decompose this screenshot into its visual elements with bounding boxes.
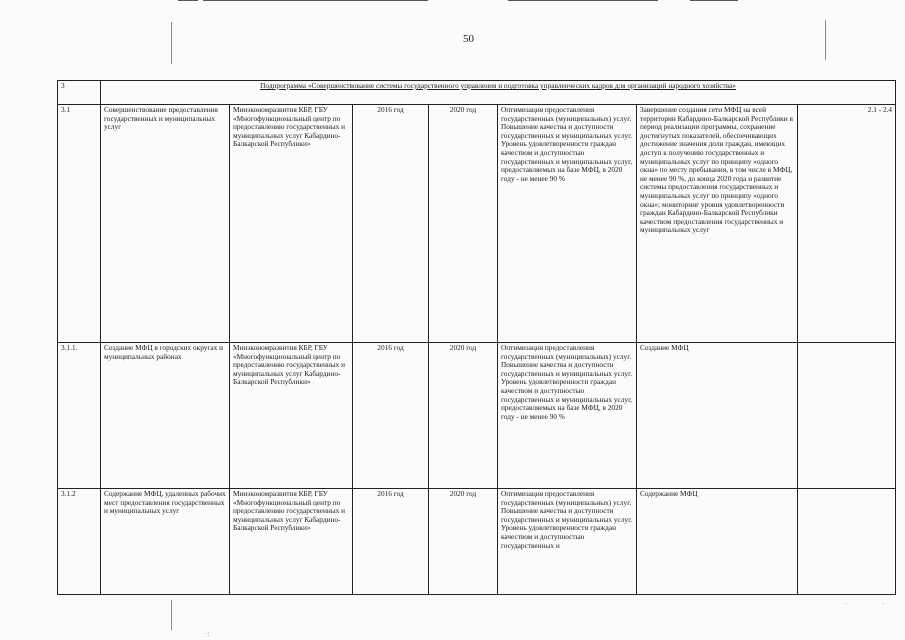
top-rule <box>508 0 658 1</box>
row-indicators <box>798 489 896 595</box>
top-rule <box>690 0 738 1</box>
program-table <box>57 80 896 595</box>
table-row <box>58 343 896 489</box>
page-number: 50 <box>463 33 474 45</box>
scan-mark <box>171 22 172 64</box>
scan-speck: ·: <box>205 630 210 638</box>
section-title-cell <box>101 81 896 105</box>
table-row <box>58 105 896 343</box>
row-number: 3.1 <box>58 105 101 343</box>
row-start-year: 2016 год <box>353 489 429 595</box>
table-row <box>58 489 896 595</box>
section-title: Подпрограмма «Совершенствование системы государственного управления и подготовка управленческих кадров для организаций народного хозяйства» <box>260 81 736 90</box>
section-number: 3 <box>58 81 101 105</box>
row-indicators <box>798 343 896 489</box>
row-end-year: 2020 год <box>429 105 498 343</box>
scan-mark <box>825 20 826 60</box>
row-start-year: 2016 год <box>353 343 429 489</box>
row-executor: Минэкономразвития КБР, ГБУ «Многофункциональный центр по предоставлению государственных и муниципальных услуг Кабардино-Балкарской Республики» <box>230 489 353 595</box>
row-result: Оптимизация предоставления государственных (муниципальных) услуг. Повышение качества и доступности государственных и муниципальных услуг. Уровень удовлетворенности граждан качеством и доступностью государственных и муниципальных услуг, предоставляемых на базе МФЦ, в 2020 году - не менее 90 % <box>498 105 637 343</box>
row-name: Содержание МФЦ, удаленных рабочих мест предоставления государственных и муниципальных услуг <box>101 489 230 595</box>
scan-speck: · <box>882 600 885 608</box>
row-executor: Минэкономразвития КБР, ГБУ «Многофункциональный центр по предоставлению государственных и муниципальных услуг Кабардино-Балкарской Республики» <box>230 343 353 489</box>
row-end-year: 2020 год <box>429 489 498 595</box>
row-indicators: 2.1 - 2.4 <box>798 105 896 343</box>
top-rule <box>178 0 198 1</box>
row-executor: Минэкономразвития КБР, ГБУ «Многофункциональный центр по предоставлению государственных и муниципальных услуг Кабардино-Балкарской Республики» <box>230 105 353 343</box>
row-result: Оптимизация предоставления государственных (муниципальных) услуг. Повышение качества и доступности государственных и муниципальных услуг. Уровень удовлетворенности граждан качеством и доступностью государственных и муниципальных услуг, предоставляемых на базе МФЦ, в 2020 году - не менее 90 % <box>498 343 637 489</box>
row-number: 3.1.2 <box>58 489 101 595</box>
row-number: 3.1.1. <box>58 343 101 489</box>
row-content: Создание МФЦ <box>637 343 798 489</box>
row-name: Совершенствование предоставления государственных и муниципальных услуг <box>101 105 230 343</box>
row-result: Оптимизация предоставления государственных (муниципальных) услуг. Повышение качества и доступности государственных и муниципальных услуг. Уровень удовлетворенности граждан качеством и доступностью государственных и <box>498 489 637 595</box>
row-start-year: 2016 год <box>353 105 429 343</box>
row-content: Завершение создания сети МФЦ на всей территории Кабардино-Балкарской Республики в период реализации программы, сохранение достигнутых показателей, обеспечивающих достижение значения доли граждан, имеющих доступ к получению государственных и муниципальных услуг по принципу «одного окна» по месту пребывания, в том числе в МФЦ, не менее 90 %, до конца 2020 года и развитие системы предоставления государственных и муниципальных услуг по принципу «одного окна»; мониторинг уровня удовлетворенности граждан Кабардино-Балкарской Республики качеством предоставления государственных и муниципальных услуг <box>637 105 798 343</box>
row-name: Создание МФЦ в городских округах и муниципальных районах <box>101 343 230 489</box>
row-end-year: 2020 год <box>429 343 498 489</box>
scan-mark <box>171 600 172 630</box>
section-row <box>58 81 896 105</box>
scan-speck: · <box>845 600 848 608</box>
top-rule <box>203 0 428 1</box>
row-content: Содержание МФЦ <box>637 489 798 595</box>
